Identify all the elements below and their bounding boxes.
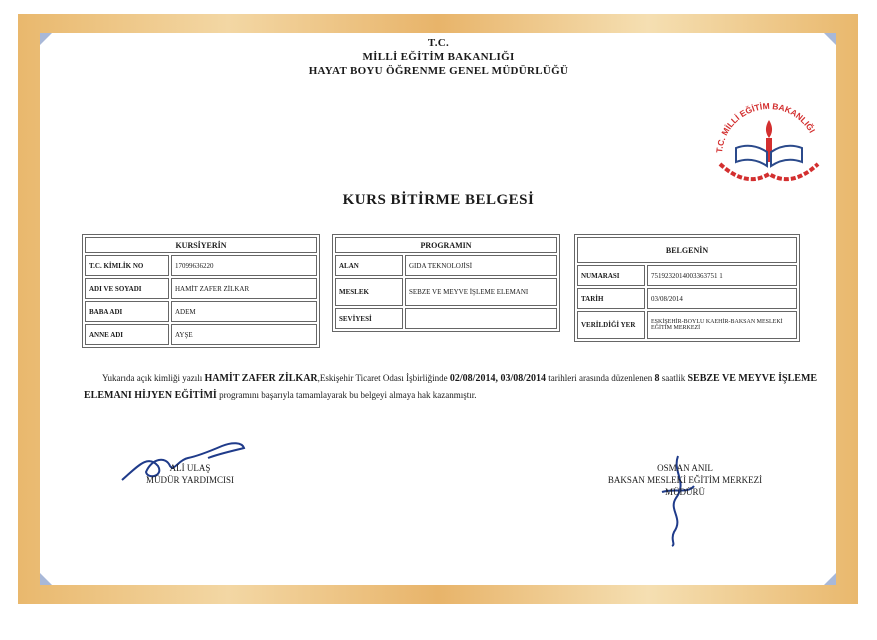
corner-ornament <box>40 573 52 585</box>
header-directorate: HAYAT BOYU ÖĞRENME GENEL MÜDÜRLÜĞÜ <box>308 65 569 77</box>
statement-text: saatlik <box>659 373 688 383</box>
cert-number-value: 7519232014003363751 1 <box>647 265 797 286</box>
left-signatory-name: ALİ ULAŞ <box>169 463 211 473</box>
right-signatory-role: MÜDÜRÜ <box>664 487 705 497</box>
ministry-logo-icon <box>706 90 832 190</box>
statement-text: ,Eskişehir Ticaret Odası İşbirliğinde <box>317 373 450 383</box>
id-number-value: 17099636220 <box>171 255 317 276</box>
document-title: KURS BİTİRME BELGESİ <box>342 192 535 208</box>
statement-course: SEBZE VE MEYVE İŞLEME ELEMANI HİJYEN EĞİTİMİ <box>84 373 818 401</box>
header-ministry: MİLLİ EĞİTİM BAKANLIĞI <box>362 51 515 63</box>
full-name-label: ADI VE SOYADI <box>85 278 169 299</box>
statement-hours: 8 <box>654 373 660 384</box>
right-signatory-name: OSMAN ANIL <box>657 463 713 473</box>
mother-name-value: AYŞE <box>171 324 317 345</box>
mother-name-label: ANNE ADI <box>85 324 169 345</box>
right-signatory-title: BAKSAN MESLEKİ EĞİTİM MERKEZİ <box>607 475 763 485</box>
header-tc: T.C. <box>427 37 450 49</box>
trainee-heading: KURSİYERİN <box>85 237 317 253</box>
field-label: ALAN <box>335 255 403 276</box>
table-row <box>577 265 797 286</box>
issued-place-value: ESKİŞEHİR-BOYLU KAEHİR-BAKSAN MESLEKİ EĞİTİM MERKEZİ <box>647 311 797 339</box>
svg-text:T.C. MİLLİ EĞİTİM BAKANLIĞI: T.C. MİLLİ EĞİTİM BAKANLIĞI <box>714 100 818 154</box>
father-name-label: BABA ADI <box>85 301 169 322</box>
profession-value: SEBZE VE MEYVE İŞLEME ELEMANI <box>405 278 557 306</box>
profession-label: MESLEK <box>335 278 403 306</box>
right-signatory <box>585 462 785 498</box>
table-row <box>335 255 557 276</box>
certificate-info-table <box>574 234 800 342</box>
table-row <box>85 324 317 345</box>
cert-number-label: NUMARASI <box>577 265 645 286</box>
table-row <box>85 255 317 276</box>
level-label: SEVİYESİ <box>335 308 403 329</box>
certificate-heading: BELGENİN <box>577 237 797 263</box>
statement-text: Yukarıda açık kimliği yazılı <box>102 373 205 383</box>
trainee-table <box>82 234 320 348</box>
table-row <box>335 308 557 329</box>
table-row <box>85 278 317 299</box>
field-value: GIDA TEKNOLOJİSİ <box>405 255 557 276</box>
left-signatory-title: MÜDÜR YARDIMCISI <box>146 475 234 485</box>
father-name-value: ADEM <box>171 301 317 322</box>
statement-trainee-name: HAMİT ZAFER ZİLKAR <box>204 373 318 384</box>
table-row <box>577 311 797 339</box>
statement-text: tarihleri arasında düzenlenen <box>546 373 655 383</box>
id-number-label: T.C. KİMLİK NO <box>85 255 169 276</box>
corner-ornament <box>824 573 836 585</box>
cert-date-value: 03/08/2014 <box>647 288 797 309</box>
table-row <box>577 288 797 309</box>
left-signatory <box>120 462 260 486</box>
statement-dates: 02/08/2014, 03/08/2014 <box>449 373 547 384</box>
table-row <box>335 278 557 306</box>
program-heading: PROGRAMIN <box>335 237 557 253</box>
issued-place-label: VERİLDİĞİ YER <box>577 311 645 339</box>
level-value <box>405 308 557 329</box>
program-table <box>332 234 560 332</box>
cert-date-label: TARİH <box>577 288 645 309</box>
full-name-value: HAMİT ZAFER ZİLKAR <box>171 278 317 299</box>
certificate-statement <box>84 370 854 404</box>
statement-text: programını başarıyla tamamlayarak bu belgeyi almaya hak kazanmıştır. <box>216 390 477 400</box>
table-row <box>85 301 317 322</box>
